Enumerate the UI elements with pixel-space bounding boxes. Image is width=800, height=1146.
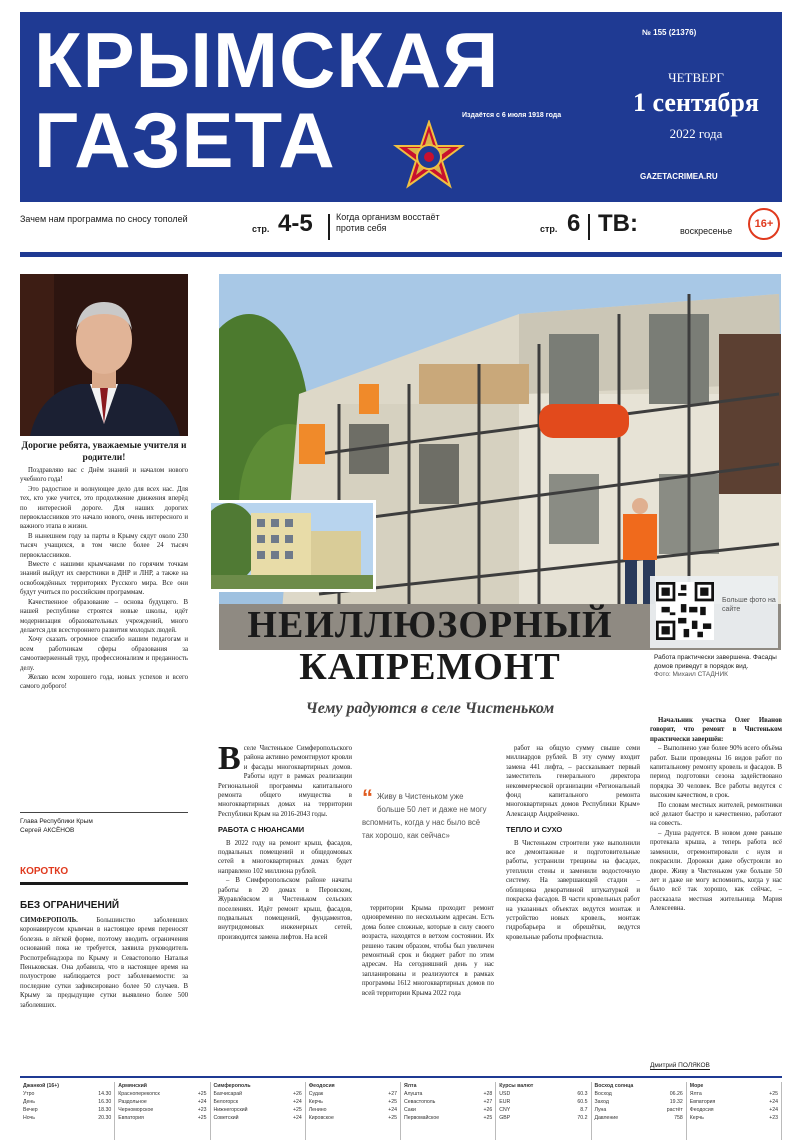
footer-row-label: Черноморское bbox=[118, 1107, 154, 1113]
article-paragraph: – В Симферопольском районе начаты работы в 20 домах в Перовском, Журавлёвском и Чистеньком сельских поселениях. Идёт ремонт крыш, фасадов, подвальных помещений, фундаментов, внутридомовых инженерных сетей, производится замена лифтов. На всей bbox=[218, 877, 352, 941]
article-paragraph: работ на общую сумму свыше семи миллиардов рублей. В эту сумму входит замена 441 лифта, – рассказывает первый заместитель генерального директора некоммерческой организации «Региональный фонд капитального ремонта многоквартирных домов Республики Крым» Александр Андрейченко. bbox=[506, 745, 640, 818]
age-rating-badge: 16+ bbox=[748, 208, 780, 240]
greeting-paragraph: Поздравляю вас с Днём знаний и началом нового учебного года! bbox=[20, 467, 188, 484]
footer-row-value: 06.26 bbox=[669, 1091, 683, 1097]
footer-row-value: +23 bbox=[769, 1115, 778, 1121]
article-subhead: Чему радуются в селе Чистеньком bbox=[305, 700, 555, 717]
teaser-bar bbox=[20, 206, 782, 248]
footer-row bbox=[595, 1114, 683, 1122]
headline-line-1: НЕИЛЛЮЗОРНЫЙ bbox=[247, 604, 613, 646]
footer-row bbox=[690, 1106, 778, 1114]
footer-row-label: Советский bbox=[213, 1115, 239, 1121]
footer-row bbox=[309, 1090, 397, 1098]
weekday: ЧЕТВЕРГ bbox=[668, 70, 724, 85]
footer-row bbox=[595, 1106, 683, 1114]
section-heading: РАБОТА С НЮАНСАМИ bbox=[218, 825, 305, 835]
greeting-body bbox=[20, 466, 188, 692]
footer-row bbox=[214, 1098, 302, 1106]
footer-row bbox=[118, 1114, 206, 1122]
footer-row bbox=[118, 1106, 206, 1114]
divider bbox=[328, 214, 330, 240]
footer-row-label: Бахчисарай bbox=[213, 1091, 243, 1097]
photo-credit: Фото: Михаил СТАДНИК bbox=[654, 671, 728, 678]
signature-name: Сергей АКСЁНОВ bbox=[20, 827, 75, 834]
portrait-photo bbox=[20, 274, 188, 436]
footer-row bbox=[595, 1098, 683, 1106]
order-star-emblem-icon bbox=[392, 120, 466, 194]
footer-row bbox=[309, 1114, 397, 1122]
inset-photo-apartment-blocks bbox=[208, 500, 376, 592]
footer-row-value: 70.2 bbox=[577, 1115, 588, 1121]
article-paragraph: – Выполнено уже более 90% всего объёма работ. Были проведены 16 видов работ по капитальному ремонту кровель и фасадов. В период подготовки сезона задействовано порядка 30 человек. Все работы ведутся с высоким качеством, в срок. bbox=[650, 745, 782, 800]
footer-row-value: +25 bbox=[483, 1115, 493, 1121]
footer-row-label: Нижнегорский bbox=[213, 1107, 248, 1113]
article-paragraph: В 2022 году на ремонт крыш, фасадов, подвальных помещений и общедомовых сетей в многоквартирных домах будет направлено 102 миллиона рублей. bbox=[218, 839, 352, 875]
footer-row bbox=[499, 1090, 587, 1098]
footer-row-label: Ялта bbox=[689, 1091, 702, 1097]
footer-row-value: +24 bbox=[292, 1115, 302, 1121]
issue-number: № 155 (21376) bbox=[642, 28, 697, 37]
footer-row-label: Евпатория bbox=[118, 1115, 144, 1121]
greeting-paragraph: Это радостное и волнующее дело для всех нас. Для тех, кто уже учится, это продолжение движения вперёд по интересной дороге. Для наших дорогих первоклассников это начало нового, очень интересного и важного этапа в жизни. bbox=[20, 485, 188, 531]
footer-row-label: Саки bbox=[404, 1107, 416, 1113]
footer-row bbox=[499, 1106, 587, 1114]
footer-column bbox=[115, 1082, 210, 1140]
footer-row bbox=[690, 1090, 778, 1098]
footer-row-value: 8.7 bbox=[580, 1107, 588, 1113]
greeting-signature bbox=[20, 812, 188, 835]
footer-row bbox=[499, 1098, 587, 1106]
footer-column bbox=[496, 1082, 591, 1140]
footer-row bbox=[23, 1114, 111, 1122]
article-column-2 bbox=[362, 904, 494, 1070]
title-line-1: КРЫМСКАЯ bbox=[34, 16, 500, 104]
footer-row bbox=[214, 1114, 302, 1122]
drop-cap: В bbox=[218, 744, 241, 777]
article-paragraph: Начальник участка Олег Иванов говорит, что ремонт в Чистеньком практически завершён: bbox=[650, 717, 782, 743]
footer-row bbox=[404, 1090, 492, 1098]
quote-mark-icon: “ bbox=[362, 785, 373, 810]
issue-date: 1 сентября bbox=[633, 88, 759, 117]
footer-row-label: День bbox=[23, 1099, 35, 1105]
masthead-rule bbox=[20, 252, 782, 257]
footer-column-label: Симферополь bbox=[213, 1083, 251, 1089]
footer-row-value: +24 bbox=[769, 1099, 778, 1105]
footer-row-value: 60.5 bbox=[577, 1099, 588, 1105]
footer-row-label: Севастополь bbox=[404, 1099, 436, 1105]
article-byline: Дмитрий ПОЛЯКОВ bbox=[650, 1062, 710, 1069]
footer-row-label: Феодосия bbox=[689, 1107, 714, 1113]
footer-column-label: Восход солнца bbox=[594, 1083, 634, 1089]
footer-row-label: Кировское bbox=[308, 1115, 334, 1121]
footer-row-label: GBP bbox=[499, 1115, 511, 1121]
footer-column bbox=[401, 1082, 496, 1140]
footer-row-label: EUR bbox=[499, 1099, 511, 1105]
footer-column bbox=[687, 1082, 782, 1140]
qr-caption: Больше фото на сайте bbox=[722, 597, 776, 613]
greeting-title: Дорогие ребята, уважаемые учителя и родители! bbox=[21, 441, 187, 463]
footer-row-label: Керчь bbox=[308, 1099, 323, 1105]
section-heading: ТЕПЛО И СУХО bbox=[506, 825, 563, 835]
article-column-3 bbox=[506, 744, 640, 1070]
footer-row-label: Первомайское bbox=[404, 1115, 440, 1121]
footer-row-label: Луна bbox=[594, 1107, 607, 1113]
footer-row-label: Судак bbox=[308, 1091, 324, 1097]
footer-row-value: +23 bbox=[197, 1107, 207, 1113]
footer-row-value: +24 bbox=[388, 1107, 397, 1113]
footer-row-label: Раздольное bbox=[118, 1099, 147, 1105]
teaser-3-page-number: 6 bbox=[567, 210, 581, 237]
founded-note: Издаётся с 6 июля 1918 года bbox=[462, 112, 562, 119]
footer-row-value: 14.30 bbox=[98, 1091, 112, 1097]
footer-column-label: Море bbox=[689, 1083, 704, 1089]
brief-rule bbox=[20, 882, 188, 885]
article-column-4 bbox=[650, 716, 782, 1060]
article-lead: селе Чистенькое Симферопольского района активно ремонтируют кровли и фасады многоквартирных домов. Работы идут в рамках реализации Региональной программы капитального ремонта общего имущества в многоквартирных домах на территории Республики Крым на 2016-2043 годы. bbox=[218, 745, 352, 818]
headline-line-2: КАПРЕМОНТ bbox=[299, 646, 561, 688]
footer-row-value: 60.3 bbox=[577, 1091, 588, 1097]
footer-row-label: Восход bbox=[594, 1091, 612, 1097]
footer-row-value: +24 bbox=[197, 1099, 207, 1105]
footer-row bbox=[595, 1090, 683, 1098]
footer-row bbox=[690, 1114, 778, 1122]
footer-row-label: Ленино bbox=[308, 1107, 327, 1113]
footer-column bbox=[306, 1082, 401, 1140]
title-line-2: ГАЗЕТА bbox=[34, 96, 336, 184]
photo-caption bbox=[654, 654, 782, 680]
footer-row bbox=[309, 1106, 397, 1114]
brief-section-label: КОРОТКО bbox=[20, 866, 69, 877]
greeting-paragraph: Хочу сказать огромное спасибо нашим педагогам и всем работникам сферы образования за самоотверженный труд, профессионализм и преданность делу. bbox=[20, 636, 188, 672]
footer-row-label: Ночь bbox=[23, 1115, 35, 1121]
footer-row bbox=[309, 1098, 397, 1106]
footer-row-value: +27 bbox=[483, 1099, 493, 1105]
footer-row-value: +25 bbox=[197, 1091, 207, 1097]
footer-row-value: +27 bbox=[388, 1091, 397, 1097]
footer-row-label: Алушта bbox=[404, 1091, 423, 1097]
footer-row-value: 758 bbox=[674, 1115, 683, 1121]
teaser-2-page-number: 4-5 bbox=[278, 210, 313, 237]
qr-code-box[interactable] bbox=[650, 576, 778, 648]
footer-row bbox=[214, 1090, 302, 1098]
caption-text: Работа практически завершена. Фасады домов приведут в порядок вид. bbox=[654, 654, 777, 670]
footer-row-value: 20.30 bbox=[98, 1115, 112, 1121]
signature-role: Глава Республики Крым bbox=[20, 818, 93, 825]
footer-row bbox=[404, 1098, 492, 1106]
footer-row-value: +24 bbox=[292, 1099, 302, 1105]
greeting-paragraph: Качественное образование – основа будущего. В нашей республике строятся новые школы, идёт модернизация образовательных учреждений, много делается для всестороннего развития молодых людей. bbox=[20, 598, 188, 634]
footer-column bbox=[211, 1082, 306, 1140]
footer-row-value: +24 bbox=[769, 1107, 778, 1113]
footer-column bbox=[20, 1082, 115, 1140]
footer-row-value: +25 bbox=[292, 1107, 302, 1113]
pull-quote-text: Живу в Чистеньком уже больше 50 лет и даже не могу вспомнить, когда у нас было всё так хорошо, как сейчас» bbox=[362, 792, 487, 840]
footer-row-value: +26 bbox=[483, 1107, 493, 1113]
footer-column-label: Джанкой (16+) bbox=[23, 1083, 60, 1089]
teaser-3-text[interactable]: воскресенье bbox=[680, 226, 733, 236]
footer-row-label: Давление bbox=[594, 1115, 619, 1121]
teaser-2-text[interactable]: Когда организм восстаёт против себя bbox=[336, 212, 440, 233]
footer-row-value: +25 bbox=[388, 1115, 397, 1121]
brief-body bbox=[20, 916, 188, 1010]
footer-row bbox=[23, 1090, 111, 1098]
footer-row-label: CNY bbox=[499, 1107, 511, 1113]
footer-row bbox=[499, 1114, 587, 1122]
footer-row-value: 16.30 bbox=[98, 1099, 112, 1105]
article-paragraph: – Душа радуется. В новом доме раньше протекала крыша, а теперь работа всё заменили, отремонтировали с нуля и покрасили. Дорожки даже обустроили во дворе. Живу в Чистеньком уже больше 50 лет и даже не могу вспомнить, когда у нас было всё так хорошо, как сейчас, – рассказала местная жительница Мария Алексеевна. bbox=[650, 829, 782, 913]
brief-title[interactable]: БЕЗ ОГРАНИЧЕНИЙ bbox=[20, 900, 120, 911]
footer-row-value: +28 bbox=[483, 1091, 493, 1097]
footer-row-label: Керчь bbox=[689, 1115, 704, 1121]
footer-column-label: Ялта bbox=[404, 1083, 417, 1089]
footer-row-label: Вечер bbox=[23, 1107, 38, 1113]
footer-ticker bbox=[20, 1082, 782, 1140]
brief-lead: СИМФЕРОПОЛЬ. bbox=[20, 917, 78, 924]
footer-row bbox=[23, 1106, 111, 1114]
footer-row bbox=[23, 1098, 111, 1106]
article-column-1 bbox=[218, 744, 352, 1070]
footer-row-label: Евпатория bbox=[689, 1099, 716, 1105]
issue-year: 2022 года bbox=[669, 126, 723, 141]
teaser-2-page-label: стр. bbox=[252, 224, 270, 234]
footer-row bbox=[214, 1106, 302, 1114]
footer-row bbox=[404, 1106, 492, 1114]
footer-row bbox=[118, 1098, 206, 1106]
footer-column-label: Курсы валют bbox=[499, 1083, 534, 1089]
footer-row-value: +26 bbox=[292, 1091, 302, 1097]
website-link[interactable]: GAZETACRIMEA.RU bbox=[640, 172, 718, 181]
divider bbox=[588, 214, 590, 240]
footer-column-label: Армянский bbox=[118, 1083, 147, 1089]
footer-row-label: Красноперекопск bbox=[118, 1091, 160, 1097]
footer-row-label: USD bbox=[499, 1091, 511, 1097]
footer-row-label: Заход bbox=[594, 1099, 609, 1105]
article-paragraph: территории Крыма проходит ремонт одновременно по нескольким адресам. Есть дома более сложные, которые в силу своего возраста, находятся в ветхом состоянии. Их решено таким образом, чтобы был увеличен ремонтный срок и бюджет работ по этим адресам. На сегодняшний день у нас запланированы и реализуются в рамках программы 1612 многоквартирных домов по всей территории Крыма 2022 года bbox=[362, 905, 494, 997]
greeting-paragraph: В нынешнем году за парты в Крыму сядут около 230 тысяч учащихся, в том числе более 24 тысяч первоклассников. bbox=[20, 532, 188, 559]
article-paragraph: По словам местных жителей, ремонтники всё делают быстро и качественно, работают на совесть. bbox=[650, 801, 782, 828]
teaser-3-tv-label: ТВ: bbox=[598, 210, 638, 237]
footer-column-label: Феодосия bbox=[308, 1083, 335, 1089]
footer-row-label: Утро bbox=[23, 1091, 35, 1097]
footer-row-value: +25 bbox=[388, 1099, 397, 1105]
footer-column bbox=[592, 1082, 687, 1140]
footer-row-value: +25 bbox=[769, 1091, 778, 1097]
masthead bbox=[20, 12, 782, 202]
footer-row bbox=[118, 1090, 206, 1098]
footer-rule bbox=[20, 1076, 782, 1078]
pull-quote bbox=[362, 785, 492, 842]
greeting-paragraph: Желаю всем хорошего года, новых успехов и всего самого доброго! bbox=[20, 673, 188, 691]
greeting-paragraph: Вместе с нашими крымчанами по горячим точкам знаний выйдут их сверстники в ДНР и ЛНР, а также на освобождённых территориях Русского мира. Все они будут учиться по российским программам. bbox=[20, 561, 188, 597]
footer-row-value: 18.30 bbox=[98, 1107, 112, 1113]
teaser-1-text[interactable]: Зачем нам программа по сносу тополей bbox=[20, 214, 188, 224]
footer-row bbox=[404, 1114, 492, 1122]
footer-row-value: растёт bbox=[666, 1107, 683, 1113]
teaser-3-page-label: стр. bbox=[540, 224, 558, 234]
footer-row-label: Белогорск bbox=[213, 1099, 238, 1105]
article-paragraph: В Чистеньком строители уже выполнили все демонтажные и подготовительные работы, устранили трещины на фасадах, утеплили стены и заменили водосточную систему. На завершающей стадии – облицовка декоративной штукатуркой и покраска фасадов. В части кровельных работ на указанных объектах ведутся монтаж и устройство новых кровель, монтаж гидробарьера и обрешётки, ведутся кровельные работы профнастила. bbox=[506, 839, 640, 941]
footer-row bbox=[690, 1098, 778, 1106]
article-headline[interactable] bbox=[210, 604, 650, 688]
brief-text: Большинство заболевших коронавирусом крымчан в настоящее время переносят болезнь в лёгкой форме, поэтому вводить ограничения оснований пока не требуется, заявила руководитель Роспотребнадзора по Крыму и Севастополю Наталья Пеньковская. Она добавила, что в настоящее время на полуострове наблюдается рост заболеваемости: за последние сутки зафиксировано более 50 случаев. В Крыму за предыдущие сутки выявлено более 500 заболевших. bbox=[20, 917, 188, 1009]
footer-row-value: +25 bbox=[197, 1115, 207, 1121]
qr-code-icon[interactable] bbox=[656, 582, 714, 640]
footer-row-value: 19.32 bbox=[669, 1099, 683, 1105]
